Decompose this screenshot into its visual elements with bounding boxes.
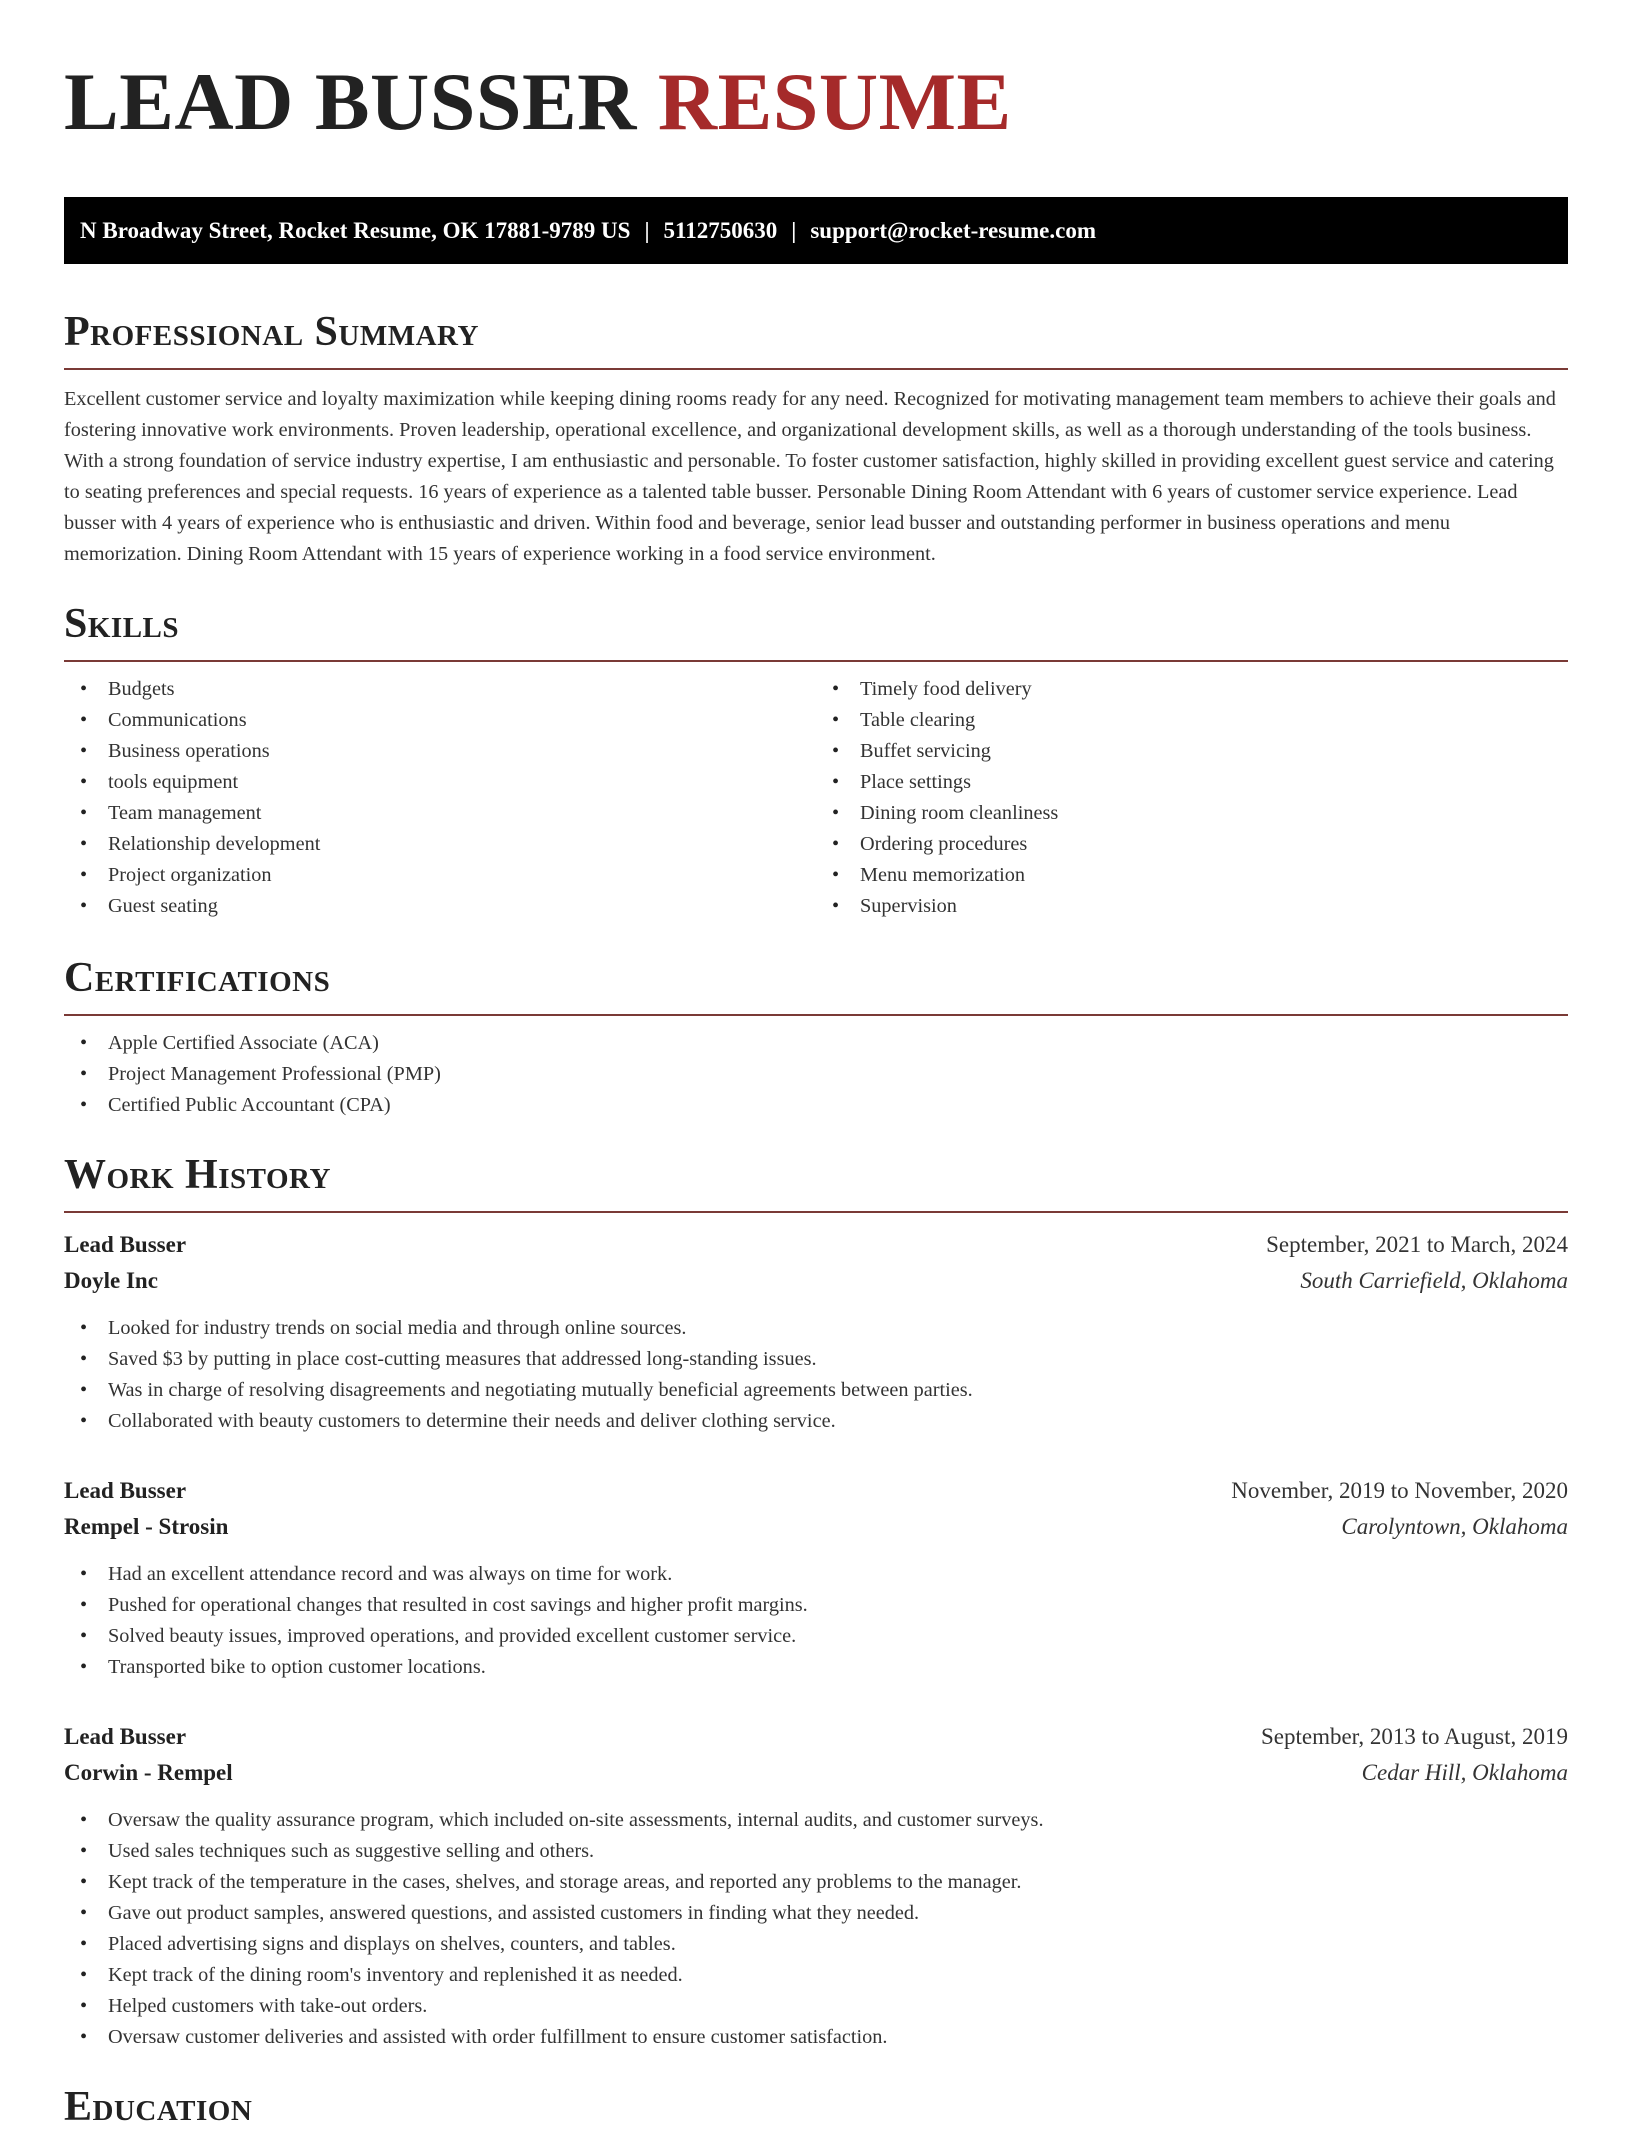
section-title-education: Education bbox=[64, 2084, 253, 2130]
skill-item: • Project organization bbox=[64, 860, 816, 891]
skill-item: • Budgets bbox=[64, 674, 816, 705]
job-duty: • Had an excellent attendance record and was always on time for work. bbox=[64, 1559, 1568, 1590]
job-location: Cedar Hill, Oklahoma bbox=[1361, 1760, 1568, 1785]
section-divider bbox=[64, 368, 1568, 370]
certification-item: • Apple Certified Associate (ACA) bbox=[64, 1028, 1568, 1059]
title-main: LEAD BUSSER bbox=[64, 56, 637, 147]
section-divider bbox=[64, 1211, 1568, 1213]
contact-phone: 5112750630 bbox=[663, 218, 778, 243]
summary-section bbox=[64, 306, 1568, 570]
skill-item: • Buffet servicing bbox=[816, 736, 1568, 767]
job-duty: • Oversaw the quality assurance program, which included on-site assessments, internal audits, and customer surveys. bbox=[64, 1805, 1568, 1836]
section-divider bbox=[64, 1014, 1568, 1016]
job-dates: November, 2019 to November, 2020 bbox=[1231, 1478, 1568, 1503]
job-title: Lead Busser bbox=[64, 1478, 187, 1503]
contact-email[interactable]: support@rocket-resume.com bbox=[810, 218, 1096, 243]
certification-item: • Certified Public Accountant (CPA) bbox=[64, 1090, 1568, 1121]
contact-address: N Broadway Street, Rocket Resume, OK 17881-9789 US bbox=[80, 218, 631, 243]
job-duty: • Oversaw customer deliveries and assisted with order fulfillment to ensure customer satisfaction. bbox=[64, 2022, 1568, 2053]
job-duty: • Looked for industry trends on social media and through online sources. bbox=[64, 1313, 1568, 1344]
contact-separator: | bbox=[791, 218, 797, 243]
skill-item: • Table clearing bbox=[816, 705, 1568, 736]
certifications-list bbox=[64, 1028, 1568, 1121]
skills-grid bbox=[64, 662, 1568, 922]
job-duty: • Solved beauty issues, improved operations, and provided excellent customer service. bbox=[64, 1621, 1568, 1652]
job-duty: • Transported bike to option customer locations. bbox=[64, 1652, 1568, 1683]
section-title-certifications: Certifications bbox=[64, 955, 331, 1001]
job-duties-list bbox=[64, 1313, 1568, 1437]
skill-item: • Menu memorization bbox=[816, 860, 1568, 891]
skill-item: • Supervision bbox=[816, 891, 1568, 922]
job-duty: • Kept track of the dining room's inventory and replenished it as needed. bbox=[64, 1960, 1568, 1991]
resume-title bbox=[64, 0, 1568, 176]
job-duties-list bbox=[64, 1559, 1568, 1683]
skill-item: • Communications bbox=[64, 705, 816, 736]
work-history-section bbox=[64, 1149, 1568, 2053]
skill-item: • Ordering procedures bbox=[816, 829, 1568, 860]
skills-section bbox=[64, 598, 1568, 922]
job-title: Lead Busser bbox=[64, 1232, 187, 1257]
job-company: Doyle Inc bbox=[64, 1268, 158, 1293]
section-title-summary: Professional Summary bbox=[64, 309, 479, 355]
education-section bbox=[64, 2081, 1568, 2133]
job-duty: • Was in charge of resolving disagreements and negotiating mutually beneficial agreements between parties. bbox=[64, 1375, 1568, 1406]
job-header-row bbox=[64, 1719, 1568, 1755]
job-subheader-row bbox=[64, 1263, 1568, 1299]
job-duty: • Saved $3 by putting in place cost-cutting measures that addressed long-standing issues. bbox=[64, 1344, 1568, 1375]
job-entry bbox=[64, 1227, 1568, 1437]
skill-item: • Guest seating bbox=[64, 891, 816, 922]
section-title-skills: Skills bbox=[64, 601, 180, 647]
job-subheader-row bbox=[64, 1509, 1568, 1545]
skill-item: • Place settings bbox=[816, 767, 1568, 798]
job-location: South Carriefield, Oklahoma bbox=[1300, 1268, 1568, 1293]
job-duty: • Used sales techniques such as suggestive selling and others. bbox=[64, 1836, 1568, 1867]
job-location: Carolyntown, Oklahoma bbox=[1341, 1514, 1568, 1539]
skill-item: • tools equipment bbox=[64, 767, 816, 798]
contact-bar bbox=[64, 197, 1568, 264]
summary-text: Excellent customer service and loyalty maximization while keeping dining rooms ready for any need. Recognized for motivating management team members to achieve their goals and fostering innovative work environments. Proven leadership, operational excellence, and organizational development skills, as well as a thorough understanding of the tools business. With a strong foundation of service industry expertise, I am enthusiastic and personable. To foster customer satisfaction, highly skilled in providing excellent guest service and catering to seating preferences and special requests. 16 years of experience as a talented table busser. Personable Dining Room Attendant with 6 years of customer service experience. Lead busser with 4 years of experience who is enthusiastic and driven. Within food and beverage, senior lead busser and outstanding performer in business operations and menu memorization. Dining Room Attendant with 15 years of experience working in a food service environment. bbox=[64, 388, 1556, 565]
job-entry bbox=[64, 1473, 1568, 1683]
job-duty: • Helped customers with take-out orders. bbox=[64, 1991, 1568, 2022]
job-subheader-row bbox=[64, 1755, 1568, 1791]
skills-list-left bbox=[64, 674, 816, 922]
job-company: Corwin - Rempel bbox=[64, 1760, 233, 1785]
job-dates: September, 2013 to August, 2019 bbox=[1260, 1724, 1568, 1749]
job-entry bbox=[64, 1719, 1568, 2053]
job-title: Lead Busser bbox=[64, 1724, 187, 1749]
job-duty: • Gave out product samples, answered questions, and assisted customers in finding what they needed. bbox=[64, 1898, 1568, 1929]
job-header-row bbox=[64, 1227, 1568, 1263]
job-duty: • Pushed for operational changes that resulted in cost savings and higher profit margins. bbox=[64, 1590, 1568, 1621]
skill-item: • Team management bbox=[64, 798, 816, 829]
skill-item: • Business operations bbox=[64, 736, 816, 767]
job-header-row bbox=[64, 1473, 1568, 1509]
skill-item: • Timely food delivery bbox=[816, 674, 1568, 705]
skills-list-right bbox=[816, 674, 1568, 922]
title-accent: RESUME bbox=[657, 56, 1012, 147]
certifications-section bbox=[64, 952, 1568, 1121]
certification-item: • Project Management Professional (PMP) bbox=[64, 1059, 1568, 1090]
contact-separator: | bbox=[644, 218, 650, 243]
skill-item: • Dining room cleanliness bbox=[816, 798, 1568, 829]
job-duties-list bbox=[64, 1805, 1568, 2053]
section-title-work-history: Work History bbox=[64, 1152, 331, 1198]
job-duty: • Kept track of the temperature in the cases, shelves, and storage areas, and reported any problems to the manager. bbox=[64, 1867, 1568, 1898]
skill-item: • Relationship development bbox=[64, 829, 816, 860]
job-duty: • Placed advertising signs and displays on shelves, counters, and tables. bbox=[64, 1929, 1568, 1960]
job-duty: • Collaborated with beauty customers to determine their needs and deliver clothing service. bbox=[64, 1406, 1568, 1437]
job-company: Rempel - Strosin bbox=[64, 1514, 229, 1539]
job-dates: September, 2021 to March, 2024 bbox=[1266, 1232, 1568, 1257]
